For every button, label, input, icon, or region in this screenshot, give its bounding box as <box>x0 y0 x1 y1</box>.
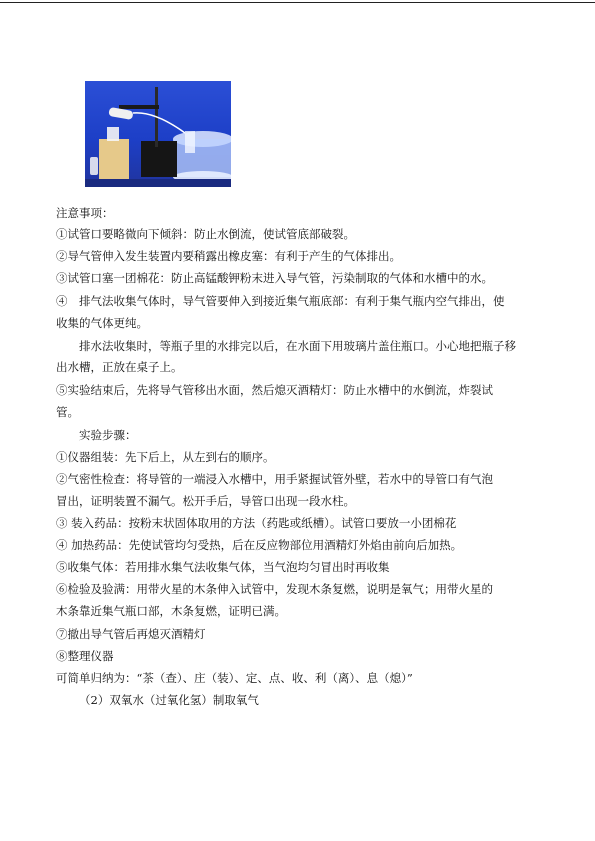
note-item-1: ①试管口要略微向下倾斜：防止水倒流，使试管底部破裂。 <box>56 227 355 241</box>
step-7: ⑦撤出导气管后再熄灭酒精灯 <box>56 627 206 641</box>
paragraph-line-2: 出水槽，正放在桌子上。 <box>56 360 183 374</box>
step-5: ⑤收集气体：若用排水集气法收集气体，当气泡均匀冒出时再收集 <box>56 560 390 574</box>
oxygen-apparatus-illustration <box>85 81 231 187</box>
summary-mnemonic: 可简单归纳为：“茶（查）、庄（装）、定、点、收、利（离）、息（熄）” <box>56 671 413 685</box>
header-rule <box>0 2 595 3</box>
note-item-2: ②导气管伸入发生装置内要稍露出橡皮塞：有利于产生的气体排出。 <box>56 249 401 263</box>
notes-heading: 注意事项： <box>56 206 114 220</box>
paragraph-line-1: 排水法收集时，等瓶子里的水排完以后，在水面下用玻璃片盖住瓶口。小心地把瓶子移 <box>79 339 516 353</box>
step-3: ③ 装入药品：按粉末状固体取用的方法（药匙或纸槽）。试管口要放一小团棉花 <box>56 516 457 530</box>
step-2-line-1: ②气密性检查：将导管的一端浸入水槽中，用手紧握试管外壁，若水中的导管口有气泡 <box>56 472 493 486</box>
step-4: ④ 加热药品：先使试管均匀受热，后在反应物部位用酒精灯外焰由前向后加热。 <box>56 538 463 552</box>
step-6-line-1: ⑥检验及验满：用带火星的木条伸入试管中，发现木条复燃，说明是氧气；用带火星的 <box>56 582 493 596</box>
step-2-line-2: 冒出，证明装置不漏气。松开手后，导管口出现一段水柱。 <box>56 494 355 508</box>
steps-heading: 实验步骤： <box>79 428 137 442</box>
note-item-3: ③试管口塞一团棉花：防止高锰酸钾粉末进入导气管，污染制取的气体和水槽中的水。 <box>56 271 493 285</box>
note-item-4-line-1: ④ 排气法收集气体时，导气管要伸入到接近集气瓶底部：有利于集气瓶内空气排出，使 <box>56 294 505 308</box>
note-item-5-line-2: 管。 <box>56 405 79 419</box>
note-item-4-line-2: 收集的气体更纯。 <box>56 316 148 330</box>
next-section-heading: （2）双氧水（过氧化氢）制取氧气 <box>79 693 259 707</box>
apparatus-photo <box>85 81 231 187</box>
step-6-line-2: 木条靠近集气瓶口部，木条复燃，证明已满。 <box>56 604 286 618</box>
step-1: ①仪器组装：先下后上，从左到右的顺序。 <box>56 450 275 464</box>
note-item-5-line-1: ⑤实验结束后，先将导气管移出水面，然后熄灭酒精灯：防止水槽中的水倒流，炸裂试 <box>56 383 493 397</box>
step-8: ⑧整理仪器 <box>56 649 114 663</box>
